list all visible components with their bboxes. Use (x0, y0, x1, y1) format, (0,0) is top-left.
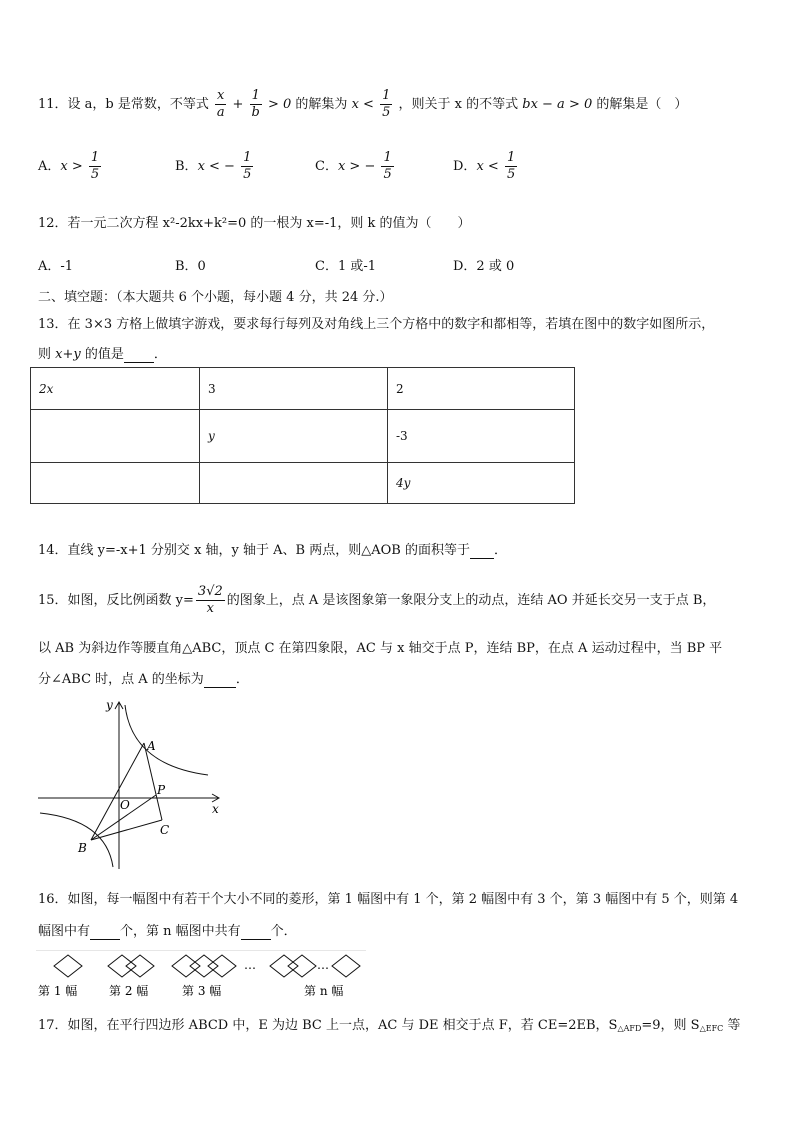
ellipsis: … (244, 958, 256, 972)
q12-option-b[interactable]: B．0 (175, 259, 206, 274)
q11-suffix1: ，则关于 x 的不等式 (398, 97, 519, 112)
rhombus-shape (190, 955, 218, 977)
q16-line1: 16．如图，每一幅图中有若干个大小不同的菱形，第 1 幅图中有 1 个，第 2 幅图中有 3 个，第 3 幅图中有 5 个，则第 4 (38, 892, 739, 907)
answer-blank[interactable] (241, 924, 271, 940)
segment-ab (91, 743, 144, 840)
grid-cell (200, 463, 388, 504)
q11-suffix2: 的解集是（ ） (596, 97, 688, 112)
answer-blank[interactable] (124, 347, 154, 363)
q11-option-d[interactable]: D．x < $\frac{1}{5}$ (453, 150, 516, 182)
q11-option-b[interactable]: B．x < − $\frac{1}{5}$ (175, 150, 252, 182)
label-y: y (106, 698, 113, 712)
hyperbola-branch-3 (40, 813, 113, 867)
section-heading: 二、填空题：（本大题共 6 个小题，每小题 4 分，共 24 分.） (38, 290, 393, 305)
caption-fig2: 第 2 幅 (109, 984, 149, 998)
q13-line2: 则 x+y 的值是 ． (38, 347, 167, 362)
label-b: B (78, 841, 87, 855)
q15-fraction: $\frac{3√2}{x}$ (197, 584, 223, 616)
q15-hyperbola-figure (36, 695, 226, 871)
grid-cell: 4y (388, 463, 575, 504)
q11-ineq2: bx − a > 0 (522, 97, 593, 112)
q17-stem: 17．如图，在平行四边形 ABCD 中，E 为边 BC 上一点，AC 与 DE 相交于点 F，若 CE=2EB，$S_{\triangle AFD}=9$，则 $S_{\triangle EFC}$ 等 (38, 1018, 741, 1033)
plus-sign: + (232, 97, 244, 112)
grid-cell (31, 463, 200, 504)
rhombus-shape (54, 955, 82, 977)
segment-bc (91, 820, 162, 840)
rhombus-shape (270, 955, 298, 977)
label-c: C (160, 823, 170, 837)
rhombus-shape (108, 955, 136, 977)
q13-line1: 13．在 3×3 方格上做填字游戏，要求每行每列及对角线上三个方格中的数字和都相等，若填在图中的数字如图所示， (38, 317, 715, 332)
label-x: x (212, 802, 219, 816)
answer-blank[interactable] (90, 924, 120, 940)
q11-mid: 的解集为 (295, 97, 348, 112)
grid-cell: 3 (200, 368, 388, 410)
q11-frac-1-over-5: $\frac{1}{5}$ (382, 88, 391, 120)
rhombus-shape (126, 955, 154, 977)
q16-line2: 幅图中有 个，第 n 幅图中共有 个． (38, 924, 297, 939)
grid-cell: 2 (388, 368, 575, 410)
hyperbola-branch-1 (125, 705, 208, 775)
rhombus-shape (172, 955, 200, 977)
ellipsis: … (317, 958, 329, 972)
q11-option-c[interactable]: C．x > − $\frac{1}{5}$ (315, 150, 392, 182)
grid-cell (31, 410, 200, 463)
q11-stem (38, 88, 687, 121)
caption-fig1: 第 1 幅 (38, 984, 78, 998)
q15-line2: 以 AB 为斜边作等腰直角△ABC，顶点 C 在第四象限，AC 与 x 轴交于点 P，连结 BP，在点 A 运动过程中，当 BP 平 (38, 641, 723, 656)
q11-frac-1-over-b: $\frac{1}{b}$ (251, 88, 260, 120)
q11-x-lt: x < (351, 97, 374, 112)
grid-cell: 2x (31, 368, 200, 410)
q15-line1: 15．如图，反比例函数 y= $\frac{3√2}{x}$ 的图象上，点 A 是该图象第一象限分支上的动点，连结 AO 并延长交另一支于点 B， (38, 584, 716, 616)
q11-prefix: 11．设 a，b 是常数，不等式 (38, 97, 209, 112)
rhombus-shape (288, 955, 316, 977)
label-p: P (157, 783, 166, 797)
q16-rhombus-figure (36, 950, 366, 1000)
q11-frac-x-over-a: $\frac{x}{a}$ (216, 88, 225, 120)
segment-ac (144, 743, 162, 820)
q11-option-a[interactable]: A．x > $\frac{1}{5}$ (38, 150, 100, 182)
q14-stem: 14．直线 y=-x+1 分别交 x 轴，y 轴于 A、B 两点，则△AOB 的面积等于 ． (38, 543, 507, 558)
rhombus-shape (332, 955, 360, 977)
grid-cell: -3 (388, 410, 575, 463)
q12-option-a[interactable]: A．-1 (38, 259, 74, 274)
q12-option-c[interactable]: C．1 或-1 (315, 259, 377, 274)
q13-grid-table (30, 367, 575, 504)
caption-fign: 第 n 幅 (304, 984, 344, 998)
label-a: A (147, 739, 156, 753)
answer-blank[interactable] (204, 672, 236, 688)
grid-cell: y (200, 410, 388, 463)
answer-blank[interactable] (470, 543, 494, 559)
q12-option-d[interactable]: D．2 或 0 (453, 259, 515, 274)
caption-fig3: 第 3 幅 (182, 984, 222, 998)
q11-gt-zero: > 0 (267, 97, 292, 112)
q12-stem: 12．若一元二次方程 x²-2kx+k²=0 的一根为 x=-1，则 k 的值为（ ） (38, 216, 471, 231)
label-o: O (120, 798, 130, 812)
rhombus-shape (208, 955, 236, 977)
q15-line3: 分∠ABC 时，点 A 的坐标为 ． (38, 672, 249, 687)
